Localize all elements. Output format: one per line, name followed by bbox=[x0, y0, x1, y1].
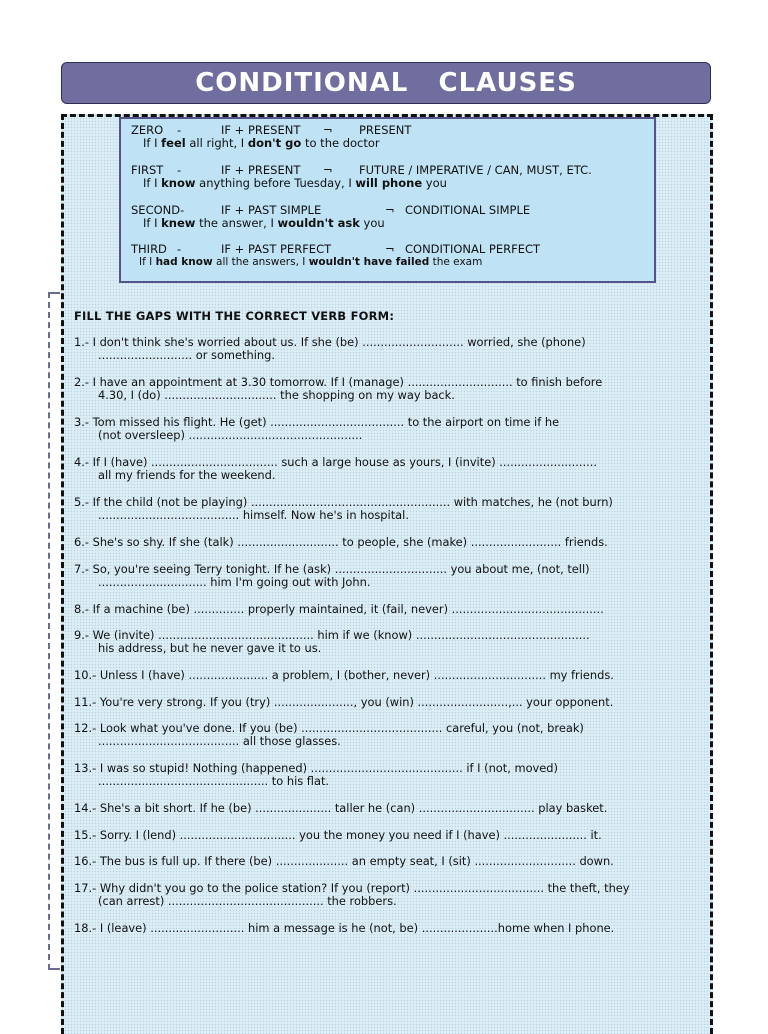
exercise-line: (not oversleep) ................................................ bbox=[98, 428, 363, 443]
exercise-line: 17.- Why didn't you go to the police station? If you (report) .................................... the theft, they bbox=[74, 881, 630, 895]
exercise-line: .......................... or something. bbox=[98, 348, 275, 363]
exercise-item bbox=[74, 829, 684, 842]
rule-head bbox=[131, 204, 651, 217]
rule-formula: IF + PRESENT bbox=[221, 123, 301, 137]
page-title: CONDITIONAL CLAUSES bbox=[195, 68, 577, 98]
example-verb: will phone bbox=[355, 176, 423, 190]
exercise-line: ............................................... to his flat. bbox=[98, 774, 330, 789]
rule-result: PRESENT bbox=[359, 123, 412, 137]
exercise-line: all my friends for the weekend. bbox=[98, 468, 276, 483]
exercise-line: 15.- Sorry. I (lend) ................................ you the money you need if I (have) ....................... it. bbox=[74, 828, 602, 842]
exercise-item bbox=[74, 629, 684, 656]
rule-head bbox=[131, 243, 651, 256]
example-text: all right, I bbox=[185, 136, 248, 150]
instructions-heading: FILL THE GAPS WITH THE CORRECT VERB FORM: bbox=[74, 309, 395, 323]
rule-result: FUTURE / IMPERATIVE / CAN, MUST, ETC. bbox=[359, 163, 592, 177]
example-verb: wouldn't have failed bbox=[308, 256, 430, 268]
exercise-line: 7.- So, you're seeing Terry tonight. If he (ask) ............................... you about me, (not, tell) bbox=[74, 562, 590, 576]
rule-example bbox=[131, 217, 651, 230]
exercise-item bbox=[74, 922, 684, 935]
exercise-line: 16.- The bus is full up. If there (be) .................... an empty seat, I (sit) ............................ down. bbox=[74, 854, 614, 868]
example-verb: wouldn't ask bbox=[277, 216, 360, 230]
example-text: If I bbox=[143, 136, 162, 150]
rule-sep: - bbox=[177, 163, 182, 177]
exercise-item bbox=[74, 855, 684, 868]
rule-example bbox=[131, 177, 651, 190]
rule-head bbox=[131, 124, 651, 137]
exercise-item bbox=[74, 722, 684, 749]
exercise-line: ....................................... himself. Now he's in hospital. bbox=[98, 508, 409, 523]
rule-arrow: ¬ bbox=[385, 242, 395, 256]
rule-second bbox=[131, 204, 651, 230]
example-text: you bbox=[422, 176, 447, 190]
rule-result: CONDITIONAL SIMPLE bbox=[405, 203, 531, 217]
exercise-line: 18.- I (leave) .......................... him a message is he (not, be) .....................home when I phone. bbox=[74, 921, 615, 935]
exercise-item bbox=[74, 603, 684, 616]
example-text: you bbox=[359, 216, 385, 230]
exercise-line: (can arrest) ........................................... the robbers. bbox=[98, 894, 397, 909]
example-verb: knew bbox=[161, 216, 196, 230]
rule-formula: IF + PAST SIMPLE bbox=[221, 203, 322, 217]
exercise-line: 1.- I don't think she's worried about us. If she (be) ............................ worried, she (phone) bbox=[74, 335, 586, 349]
rule-formula: IF + PRESENT bbox=[221, 163, 301, 177]
rule-name: THIRD bbox=[131, 242, 167, 256]
exercise-item bbox=[74, 456, 684, 483]
exercise-line: 12.- Look what you've done. If you (be) ....................................... careful, you (not, break) bbox=[74, 721, 584, 735]
exercise-item bbox=[74, 802, 684, 815]
example-text: If I bbox=[139, 256, 156, 268]
exercise-item bbox=[74, 882, 684, 909]
example-text: the answer, I bbox=[195, 216, 278, 230]
exercise-item bbox=[74, 762, 684, 789]
rule-name: ZERO bbox=[131, 123, 164, 137]
rule-example bbox=[131, 137, 651, 150]
exercise-line: 9.- We (invite) ........................................... him if we (know) ................................................ bbox=[74, 628, 590, 642]
example-text: the exam bbox=[429, 256, 483, 268]
exercise-line: 14.- She's a bit short. If he (be) ..................... taller he (can) ................................ play basket. bbox=[74, 801, 608, 815]
exercise-item bbox=[74, 496, 684, 523]
exercise-item bbox=[74, 416, 684, 443]
exercise-item bbox=[74, 536, 684, 549]
rule-first bbox=[131, 164, 651, 190]
rule-zero bbox=[131, 124, 651, 150]
rules-box bbox=[119, 117, 656, 283]
rule-name: FIRST bbox=[131, 163, 164, 177]
exercise-line: 11.- You're very strong. If you (try) ......................, you (win) .........................,... your opponent. bbox=[74, 695, 614, 709]
rule-name: SECOND- bbox=[131, 203, 185, 217]
exercise-line: .............................. him I'm going out with John. bbox=[98, 575, 371, 590]
example-verb: feel bbox=[161, 136, 186, 150]
side-bracket bbox=[48, 292, 60, 970]
rule-arrow: ¬ bbox=[323, 123, 333, 137]
exercise-line: his address, but he never gave it to us. bbox=[98, 641, 322, 656]
rule-sep: - bbox=[177, 242, 182, 256]
exercise-line: 10.- Unless I (have) ...................... a problem, I (bother, never) ............................... my friends. bbox=[74, 668, 614, 682]
exercise-item bbox=[74, 336, 684, 363]
exercise-item bbox=[74, 563, 684, 590]
exercise-line: 13.- I was so stupid! Nothing (happened) .......................................... if I (not, moved) bbox=[74, 761, 558, 775]
example-verb: had know bbox=[155, 256, 213, 268]
rule-example bbox=[131, 256, 651, 269]
rule-formula: IF + PAST PERFECT bbox=[221, 242, 332, 256]
example-text: If I bbox=[143, 176, 162, 190]
example-text: to the doctor bbox=[301, 136, 380, 150]
example-verb: don't go bbox=[247, 136, 302, 150]
exercise-line: 2.- I have an appointment at 3.30 tomorrow. If I (manage) ............................. to finish before bbox=[74, 375, 603, 389]
exercise-line: 6.- She's so shy. If she (talk) ............................ to people, she (make) ......................... friends. bbox=[74, 535, 608, 549]
exercise-line: 8.- If a machine (be) .............. properly maintained, it (fail, never) .......................................... bbox=[74, 602, 604, 616]
exercise-line: ....................................... all those glasses. bbox=[98, 734, 341, 749]
example-verb: know bbox=[161, 176, 196, 190]
example-text: anything before Tuesday, I bbox=[195, 176, 356, 190]
rule-arrow: ¬ bbox=[323, 163, 333, 177]
exercise-line: 4.30, I (do) ............................... the shopping on my way back. bbox=[98, 388, 455, 403]
exercise-item bbox=[74, 696, 684, 709]
rule-head bbox=[131, 164, 651, 177]
rule-third bbox=[131, 243, 651, 269]
example-text: If I bbox=[143, 216, 162, 230]
rule-result: CONDITIONAL PERFECT bbox=[405, 242, 541, 256]
rule-sep: - bbox=[177, 123, 182, 137]
exercise-line: 5.- If the child (not be playing) ....................................................... with matches, he (not burn) bbox=[74, 495, 613, 509]
title-banner bbox=[61, 62, 711, 104]
rule-arrow: ¬ bbox=[385, 203, 395, 217]
exercise-line: 4.- If I (have) ................................... such a large house as yours, I (invite) ........................... bbox=[74, 455, 598, 469]
exercise-item bbox=[74, 669, 684, 682]
exercise-line: 3.- Tom missed his flight. He (get) ..................................... to the airport on time if he bbox=[74, 415, 560, 429]
exercise-item bbox=[74, 376, 684, 403]
example-text: all the answers, I bbox=[212, 256, 309, 268]
